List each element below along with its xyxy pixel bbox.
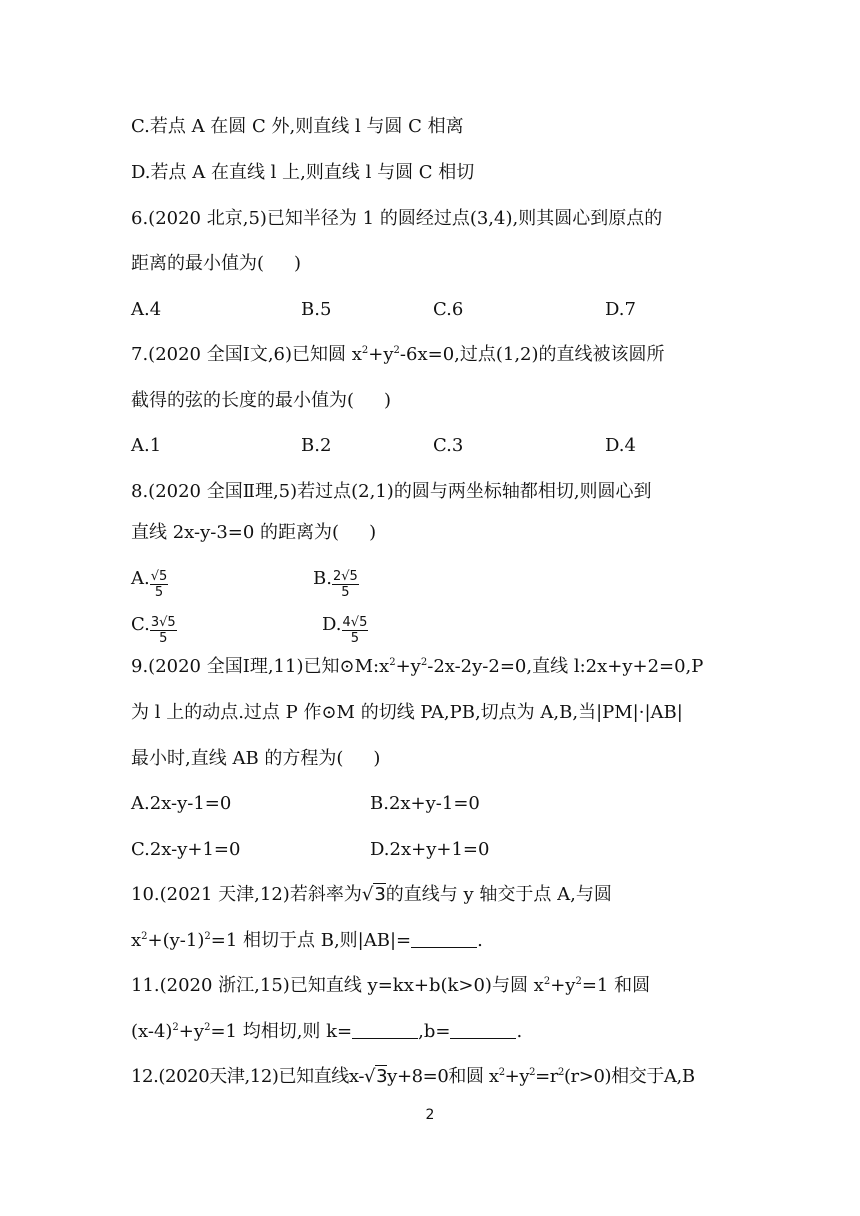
q6-text: 距离的最小值为( [131,253,265,274]
sup: 2 [393,345,400,356]
q7-t2: +y [368,344,394,365]
question-9-line-1 [131,654,703,680]
q9-t1: 9.(2020 全国Ⅰ理,11)已知⊙M:x [131,656,390,677]
question-11-line-1 [131,973,650,999]
question-7-line-1 [131,342,665,368]
q10-t4: +(y-1) [147,930,205,951]
q11-t4: (x-4) [131,1021,173,1042]
q10-t1: 10.(2021 天津,12)若斜率为 [131,884,362,905]
option-d-prev: D.若点 A 在直线 l 上,则直线 l 与圆 C 相切 [131,162,475,183]
sup: 2 [498,1067,505,1078]
sup: 2 [575,976,582,987]
q11-t5: +y [178,1021,205,1042]
q8-d-label: D. [322,614,342,635]
q11-t2: +y [550,975,576,996]
numerator: 2√5 [332,569,358,584]
sup: 2 [557,1067,564,1078]
q9-option-b: B.2x+y-1=0 [370,793,480,814]
radicand: 3 [376,1066,388,1087]
q6-option-a: A.4 [131,299,162,320]
q7-paren-close: ) [384,390,392,411]
q11-t7: ,b= [418,1021,451,1042]
numerator: 3√5 [150,615,176,630]
denominator: 5 [350,631,360,646]
question-6-line-2 [131,251,301,277]
q9-option-c: C.2x-y+1=0 [131,839,241,860]
q9-option-d: D.2x+y+1=0 [370,839,490,860]
q10-t5: =1 相切于点 B,则|AB|= [210,930,412,951]
q12-t2: y+8=0和圆 x [387,1066,499,1087]
q10-t2: 的直线与 y 轴交于点 A,与圆 [385,884,612,905]
question-8-line-2 [131,520,376,546]
q8-option-d [322,612,368,646]
q6-option-b: B.5 [301,299,332,320]
page-number: 2 [425,1107,435,1123]
sup: 2 [361,345,369,356]
sup: 2 [543,976,551,987]
q10-t6: . [477,930,483,951]
q8-option-b [313,566,359,600]
q8-c-fraction [150,615,177,646]
q7-option-c: C.3 [433,435,464,456]
answer-blank-b [450,1022,516,1039]
sup: 2 [529,1067,536,1078]
answer-blank-k [352,1022,418,1039]
sup: 2 [389,657,396,668]
numerator: 4√5 [342,615,368,630]
q8-paren-close: ) [369,522,377,543]
q11-t8: . [516,1021,523,1042]
q8-b-fraction [332,569,359,600]
sup: 2 [204,931,211,942]
answer-blank [411,931,477,948]
option-c-prev: C.若点 A 在圆 C 外,则直线 l 与圆 C 相离 [131,116,464,137]
question-10-line-2 [131,928,483,954]
sup: 2 [172,1022,179,1033]
q11-t3: =1 和圆 [581,975,651,996]
q8-option-a [131,566,168,600]
question-9-line-3 [131,746,380,772]
q9-t3: -2x-2y-2=0,直线 l:2x+y+2=0,P [427,656,704,677]
denominator: 5 [159,631,168,646]
q9-t4: 最小时,直线 AB 的方程为( [131,748,344,769]
q9-t2: +y [395,656,421,677]
question-10-line-1 [131,882,612,908]
q7-option-d: D.4 [605,435,636,456]
q8-c-label: C. [131,614,150,635]
q6-paren-close: ) [294,253,302,274]
q11-t6: =1 均相切,则 k= [210,1021,353,1042]
q12-t5: (r>0)相交于A,B [563,1066,695,1087]
sqrt-3: √3 [361,884,386,905]
q8-a-label: A. [131,568,150,589]
q10-t3: x [131,930,142,951]
sup: 2 [204,1022,211,1033]
q9-paren-close: ) [373,748,381,769]
q12-t3: +y [504,1066,530,1087]
q7-t3: -6x=0,过点(1,2)的直线被该圆所 [399,344,665,365]
q7-t1: 7.(2020 全国Ⅰ文,6)已知圆 x [131,344,362,365]
sup: 2 [141,931,148,942]
q9-option-a: A.2x-y-1=0 [131,793,232,814]
q6-option-d: D.7 [605,299,636,320]
question-11-line-2 [131,1019,522,1045]
denominator: 5 [341,585,350,600]
q6-option-c: C.6 [433,299,464,320]
q7-option-b: B.2 [301,435,332,456]
question-8-line-1: 8.(2020 全国Ⅱ理,5)若过点(2,1)的圆与两坐标轴都相切,则圆心到 [131,481,652,502]
q12-t4: =r [535,1066,558,1087]
q8-a-fraction [150,569,169,600]
radicand: 3 [374,884,386,905]
question-12-line-1 [131,1064,695,1090]
sqrt-3: √3 [364,1066,388,1087]
q8-b-label: B. [313,568,332,589]
q11-t1: 11.(2020 浙江,15)已知直线 y=kx+b(k>0)与圆 x [131,975,544,996]
q7-option-a: A.1 [131,435,162,456]
question-9-line-2: 为 l 上的动点.过点 P 作⊙M 的切线 PA,PB,切点为 A,B,当|PM|·|AB| [131,702,683,723]
q8-d-fraction [342,615,369,646]
q12-t1: 12.(2020天津,12)已知直线x- [131,1066,365,1087]
denominator: 5 [154,585,164,600]
question-7-line-2 [131,388,391,414]
q8-t1: 直线 2x-y-3=0 的距离为( [131,522,340,543]
question-6-line-1: 6.(2020 北京,5)已知半径为 1 的圆经过点(3,4),则其圆心到原点的 [131,208,663,229]
q8-option-c [131,612,177,646]
sup: 2 [420,657,428,668]
q7-t4: 截得的弦的长度的最小值为( [131,390,355,411]
numerator: √5 [150,569,168,584]
